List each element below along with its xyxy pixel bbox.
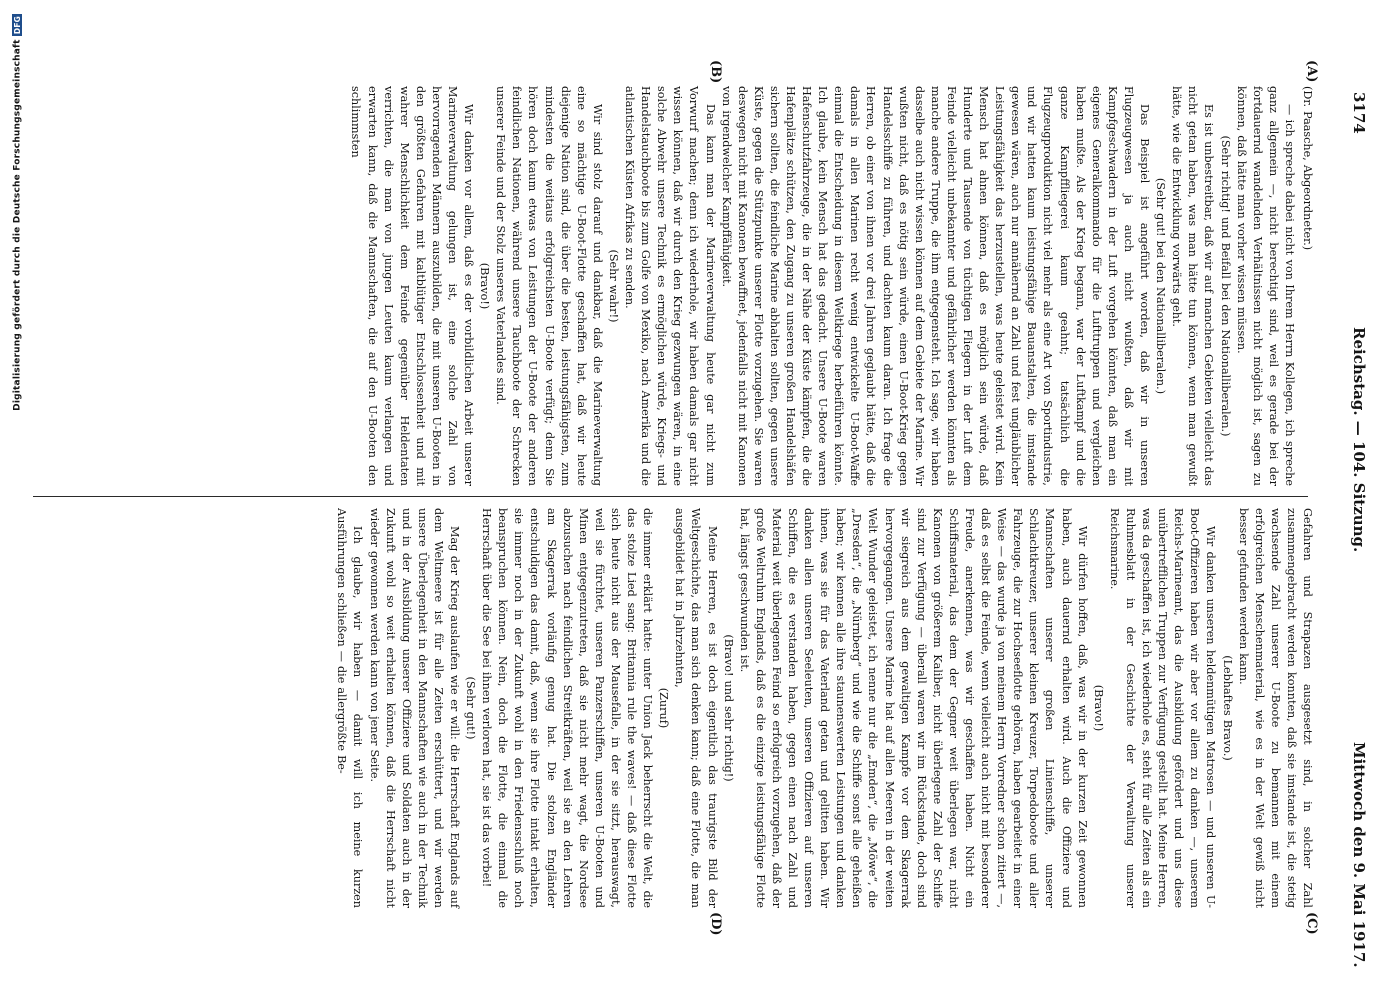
- interjection: (Bravo!): [478, 262, 492, 310]
- page-number: 3174: [1350, 92, 1368, 134]
- page-header: [1338, 92, 1368, 968]
- paragraph: Wir sind stolz darauf und dankbar, daß die Marineverwaltung eine so mächtige U-Boot-Flotte geschaffen hat, daß wir heute diejenige Nation sind, die über die besten, leistungsfähigsten, zum mindesten die weitaus erfolgreichsten U-Boote verfügt; denn Sie hören doch kaum etwas von Leistungen der U-Boote der anderen feindlichen Nationen, während unsere Tauchboote der Schrecken unserer Feinde und der Stolz unseres Vaterlandes sind.: [494, 86, 604, 486]
- interjection: (Sehr gut! bei den Nationalliberalen.): [1154, 177, 1168, 395]
- paragraph: Gefahren und Strapazen ausgesetzt sind, in solcher Zahl zusammengebracht werden konnten, daß sie imstande ist, die stetig wachsende Zahl unserer U-Boote zu bemannen mit einem erfolgreichen Menschenmaterial, wie es in der Welt gewiß nicht besser gefunden werden kann.: [1236, 508, 1314, 908]
- paragraph: Wir danken unseren heldenmütigen Matrosen — und unseren U-Boot-Offizieren haben wir aber vor allem zu danken —, unserem Reichs-Marineamt, das die Ausbildung gefördert und uns diese unübertrefflichen Truppen zur Verfügung gestellt hat. Meine Herren, was da geschaffen ist, ich wiederhole es, steht für alle Zeiten als ein Ruhmesblatt in der Geschichte der Verwaltung unserer Reichsmarine.: [1107, 508, 1218, 908]
- margin-marker-d: (D): [708, 912, 723, 936]
- interjection: (Sehr gut!): [464, 676, 478, 740]
- left-text-column: [347, 86, 1315, 486]
- interjection: (Sehr richtig! und Beifall bei den Nationalliberalen.): [1218, 135, 1232, 437]
- margin-marker-a: (A): [1304, 60, 1319, 83]
- digitization-credit: [12, 10, 26, 1000]
- paragraph: Mag der Krieg auslaufen wie er will: die Herrschaft Englands auf dem Weltmeere ist für alle Zeiten erschüttert, und wir werden unsere Überlegenheit in den Mannschaften wie auch in der Technik und in der Ausbildung unserer Offiziere und Soldaten auch in der Zukunft wohl so weit erhalten können, daß die Herrschaft nicht wieder gewonnen werden kann von jener Seite.: [367, 508, 462, 908]
- footer-strip: [0, 0, 30, 1000]
- session-date: Mittwoch den 9. Mai 1917.: [1350, 742, 1368, 968]
- speaker-attribution: (Dr. Paasche, Abgeordneter.): [1301, 86, 1314, 251]
- paragraph: Das kann man der Marineverwaltung heute gar nicht zum Vorwurf machen; denn ich wiederhole, wir haben damals gar nicht wissen können, daß wir durch den Krieg gezwungen wären, in eine solche Abwehr unsere Technik es ermöglichen würde, Kriegs- und Handelstauchboote bis zum Golfe von Mexiko, nach Amerika und die atlantischen Küsten Afrikas zu senden.: [623, 86, 717, 486]
- paragraph: die immer erklärt hatte: unter Union Jack beherrscht die Welt, die das stolze Lied sang: Britannia rule the waves! — daß diese Flotte sich heute nicht aus der Mausefalle, in der sie sitzt, herauswagt, weil sie fürchtet, unseren Panzerschiffen, unseren U-Booten und Minen entgegenzutreten, daß sie nicht mehr wagt, die Nordsee abzusuchen nach feindlichen Streitkräften, weil sie an den Lehren am Skagerrak vorläufig genug hat. Die stolzen Engländer entschuldigen das damit, daß, wenn sie ihre Flotte intakt erhalten, sie immer noch in der Zukunft wohl in den Friedensschluß noch beanspruchen können. Nein, doch die Flotte, die einmal die Herrschaft über die See bei ihnen verloren hat, sie ist das vorbei!: [480, 508, 655, 908]
- paragraph: — ich spreche dabei nicht von Ihrem Herrn Kollegen, ich spreche ganz allgemein —, nicht berechtigt sind, weil es gerade bei der fortdauernd wandelnden Verhältnissen nicht möglich ist, sagen zu können, daß hätte man vorher wissen müssen.: [1234, 86, 1296, 486]
- session-title: Reichstag. — 104. Sitzung.: [1350, 327, 1368, 553]
- column-divider: [33, 496, 1308, 497]
- paragraph: Wir dürfen hoffen, daß, was wir in der kurzen Zeit gewonnen haben, auch dauernd erhalten wird. Auch die Offiziere und Mannschaften unserer großen Linienschiffe, unserer Schlachtkreuzer, unserer kleinen Kreuzer, Torpedoboote und aller Fahrzeuge, die zur Hochseeflotte gehören, haben gearbeitet in einer Weise — das wurde ja von meinem Herrn Vorredner schon zitiert —, daß es selbst die Feinde, wenn vielleicht auch nicht mit besonderer Freude, anerkennen, was wir geschaffen haben. Nicht ein Schiffsmaterial, das dem der Gegner weit überlegen war, nicht Kanonen von größerem Kaliber, nicht überlegene Zahl der Schiffe sind zur Verfügung — überall waren wir im Rückstande, doch sind wir siegreich aus dem gewaltigen Kampfe vor dem Skagerrak hervorgegangen. Unsere Marine hat auf allen Meeren in der weiten Welt Wunder geleistet, ich nenne nur die „Emden“, die „Möwe“, die „Dresden“, die „Nürnberg“ und wie die Schiffe sonst alle geheißen haben; wir kennen alle ihre staunenswerten Leistungen und danken ihnen, was sie für das Vaterland getan und gelitten haben. Wir danken allen unseren Seeleuten, unseren Offizieren auf unseren Schiffen, die es verstanden haben, gegen einen nach Zahl und Material weit überlegenen Feind so erfolgreich vorzugehen, daß der große Weltruhm Englands, daß es die einzige leistungsfähige Flotte hat, längst geschwunden ist.: [737, 508, 1089, 908]
- margin-marker-b: (B): [708, 60, 723, 84]
- credit-text: Digitalisierung gefördert durch die Deutsche Forschungsgemeinschaft: [12, 39, 23, 411]
- interjection: (Zuruf): [657, 687, 671, 729]
- paragraph: Das Beispiel ist angeführt worden, daß wir in unseren Flugzeugwesen ja auch nicht wußten, daß wir mit Kampfgeschwadern in der Luft vorgehen könnten, daß man ein eigenes Generalkommando für die Lufttruppen und vergleichen haben mußte. Als der Krieg begann, war der Luftkampf und die ganze Kampffliegerei kaum geahnt; tatsächlich die Flugzeugproduktion nicht viel mehr als eine Art von Sportindustrie, und wir hatten kaum leistungsfähige Bauanstalten, die imstande gewesen wären, auch nur annähernd an Zahl und fest ungläublicher Leistungsfähigkeit das herzustellen, was heute geleistet wird. Kein Mensch hat ahnen können, daß es möglich sein würde, daß Hunderte und Tausende von tüchtigen Fliegern in der Luft dem Feinde vielleicht unbekannter und gefährlicher werden könnten als manche andere Truppe, die ihm entgegensteht. Ich sage, wir haben dasselbe auch nicht wissen können auf dem Gebiete der Marine. Wir wußten nicht, daß es nötig sein würde, einen U-Boot-Krieg gegen Handelsschiffe zu führen, und dachten kaum daran. Ich frage die Herren, ob einer von ihnen vor drei Jahren geglaubt hätte, daß die damals in allen Marinen recht wenig entwickelte U-Boot-Waffe einmal die Entscheidung in diesem Weltkriege herbeiführen könnte. Ich glaube, kein Mensch hat das gedacht. Unsere U-Boote waren Hafenschutzfahrzeuge, die in der Nähe der Küste kämpfen, die die Hafenplätze schützen, den Zugang zu unseren großen Handelshäfen sichern sollten, die feindliche Marine abhalten sollten, gegen unsere Küste, gegen die Stützpunkte unserer Flotte vorzugehen. Sie waren deswegen nicht mit Kanonen bewaffnet, jedenfalls nicht mit Kanonen von irgendwelcher Kampffähigkeit.: [719, 86, 1152, 486]
- paragraph: Es ist unbestreitbar, daß wir auf manchen Gebieten vielleicht das nicht getan haben, was man hätte tun können, wenn man gewußt hätte, wie die Entwicklung vorwärts geht.: [1170, 86, 1216, 486]
- margin-marker-c: (C): [1304, 912, 1319, 935]
- svg-text:DFG: DFG: [13, 15, 22, 35]
- paragraph: Meine Herren, es ist doch eigentlich das traurigste Bild der Weltgeschichte, das man sich denken kann; daß eine Flotte, die man ausgebildet hat in Jahrzehnten,: [673, 508, 719, 908]
- paragraph: Ich glaube, wir haben — damit will ich meine kurzen Ausführungen schließen — die allergrößte Be-: [335, 508, 365, 908]
- interjection: (Bravo!): [1091, 684, 1105, 732]
- interjection: (Bravo! und sehr richtig!): [721, 634, 735, 782]
- interjection: (Sehr wahr!): [606, 249, 620, 323]
- dfg-logo-icon: [12, 14, 22, 36]
- paragraph: Wir danken vor allem, daß es der vorbildlichen Arbeit unserer Marineverwaltung gelungen ist, eine solche Zahl von hervorragenden Männern auszubilden, die mit unseren U-Booten in den größten Gefahren mit kaltblütiger Entschlossenheit und mit wahrer Menschlichkeit dem Feinde gegenüber Heldentaten verrichten, die man von jungen Leuten kaum verlangen und erwarten kann, daß die Mannschaften, die auf den U-Booten den schlimmsten: [349, 86, 476, 486]
- interjection: (Lebhaftes Bravo.): [1220, 655, 1234, 761]
- right-text-column: [333, 508, 1315, 908]
